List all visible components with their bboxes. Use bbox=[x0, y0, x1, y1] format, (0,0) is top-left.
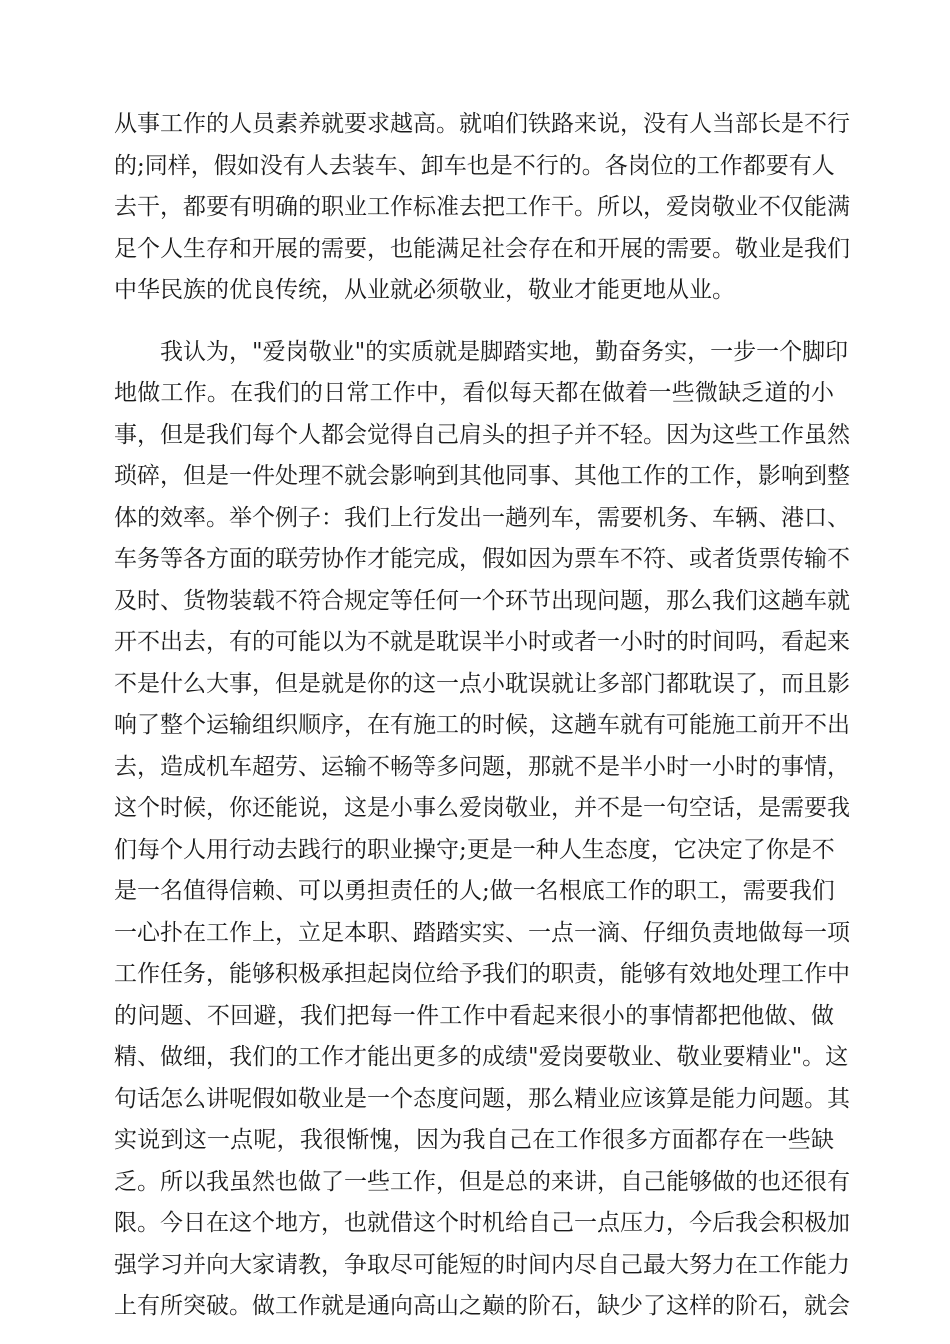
paragraph-2 bbox=[114, 332, 850, 1328]
text-line: 上有所突破。做工作就是通向高山之巅的阶石，缺少了这样的阶石，就会 bbox=[114, 1293, 850, 1319]
text-line: 去干，都要有明确的职业工作标准去把工作干。所以，爱岗敬业不仅能满 bbox=[114, 194, 850, 220]
text-line: 车务等各方面的联劳协作才能完成，假如因为票车不符、或者货票传输不 bbox=[114, 546, 850, 572]
text-line: 一心扑在工作上，立足本职、踏踏实实、一点一滴、仔细负责地做每一项 bbox=[114, 919, 850, 946]
document-page bbox=[114, 104, 850, 1328]
text-line: 这个时候，你还能说，这是小事么爱岗敬业，并不是一句空话，是需要我 bbox=[114, 795, 850, 821]
text-line: 工作任务，能够积极承担起岗位给予我们的职责，能够有效地处理工作中 bbox=[114, 961, 850, 987]
text-line: 从事工作的人员素养就要求越高。就咱们铁路来说，没有人当部长是不行 bbox=[114, 111, 850, 137]
paragraph-spacer bbox=[114, 312, 834, 332]
text-line: 响了整个运输组织顺序，在有施工的时候，这趟车就有可能施工前开不出 bbox=[114, 712, 850, 738]
text-line: 是一名值得信赖、可以勇担责任的人;做一名根底工作的职工，需要我们 bbox=[114, 878, 835, 904]
text-line: 精、做细，我们的工作才能出更多的成绩"爱岗要敬业、敬业要精业"。这 bbox=[114, 1044, 849, 1070]
text-line: 开不出去，有的可能以为不就是耽误半小时或者一小时的时间吗，看起来 bbox=[114, 629, 850, 655]
text-line: 句话怎么讲呢假如敬业是一个态度问题，那么精业应该算是能力问题。其 bbox=[114, 1085, 850, 1112]
text-line: 去，造成机车超劳、运输不畅等多问题，那就不是半小时一小时的事情， bbox=[114, 753, 850, 780]
text-line: 限。今日在这个地方，也就借这个时机给自己一点压力，今后我会积极加 bbox=[114, 1210, 850, 1236]
text-line: 地做工作。在我们的日常工作中，看似每天都在做着一些微缺乏道的小 bbox=[114, 380, 834, 406]
text-line: 及时、货物装载不符合规定等任何一个环节出现问题，那么我们这趟车就 bbox=[114, 587, 850, 614]
text-line: 的;同样，假如没有人去装车、卸车也是不行的。各岗位的工作都要有人 bbox=[114, 152, 835, 179]
text-line: 体的效率。举个例子：我们上行发出一趟列车，需要机务、车辆、港口、 bbox=[114, 504, 850, 531]
text-line: 事，但是我们每个人都会觉得自己肩头的担子并不轻。因为这些工作虽然 bbox=[114, 421, 850, 448]
text-line: 琐碎，但是一件处理不就会影响到其他同事、其他工作的工作，影响到整 bbox=[114, 463, 850, 489]
text-line: 们每个人用行动去践行的职业操守;更是一种人生态度，它决定了你是不 bbox=[114, 836, 835, 863]
text-line: 乏。所以我虽然也做了一些工作，但是总的来讲，自己能够做的也还很有 bbox=[114, 1168, 850, 1195]
text-line: 的问题、不回避，我们把每一件工作中看起来很小的事情都把他做、做 bbox=[114, 1002, 834, 1029]
paragraph-1 bbox=[114, 104, 850, 312]
text-line: 足个人生存和开展的需要，也能满足社会存在和开展的需要。敬业是我们 bbox=[114, 235, 850, 262]
text-line: 中华民族的优良传统，从业就必须敬业，敬业才能更地从业。 bbox=[114, 277, 735, 303]
text-line: 实说到这一点呢，我很惭愧，因为我自己在工作很多方面都存在一些缺 bbox=[114, 1127, 834, 1153]
text-line: 不是什么大事，但是就是你的这一点小耽误就让多部门都耽误了，而且影 bbox=[114, 670, 850, 697]
text-line: 我认为，"爱岗敬业"的实质就是脚踏实地，勤奋务实，一步一个脚印 bbox=[160, 338, 849, 365]
text-line: 强学习并向大家请教，争取尽可能短的时间内尽自己最大努力在工作能力 bbox=[114, 1251, 850, 1278]
